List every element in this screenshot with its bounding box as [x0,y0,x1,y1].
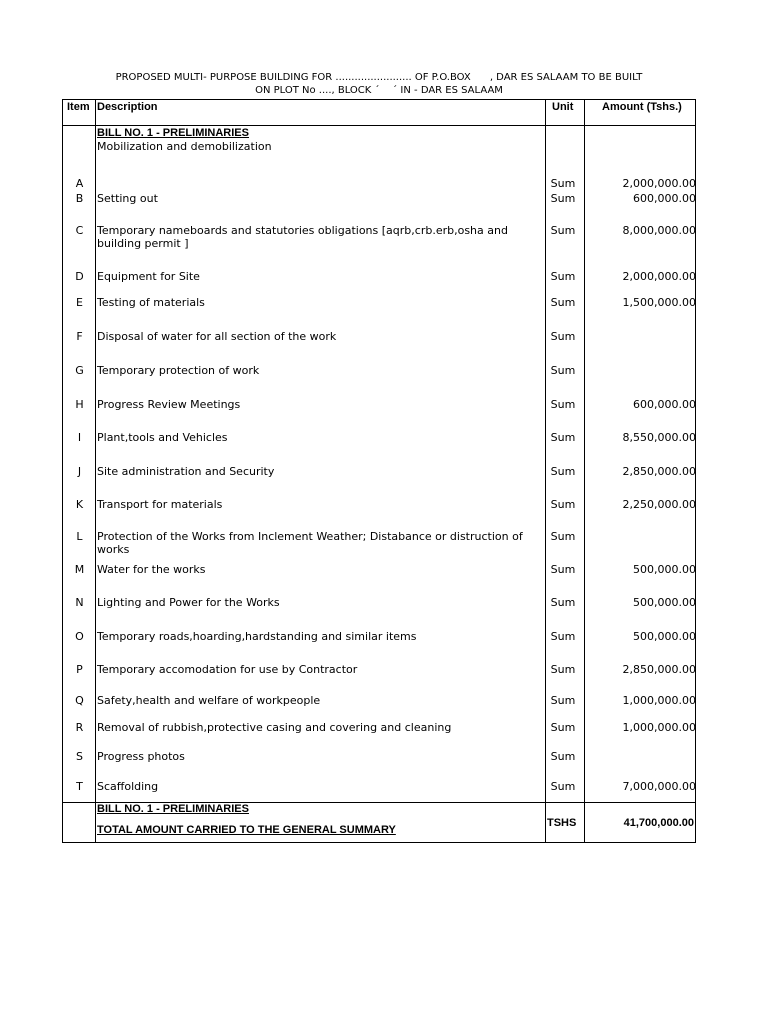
row-unit: Sum [550,780,576,793]
row-description: Temporary nameboards and statutories obligations [aqrb,crb.erb,osha and building permit ] [97,224,508,250]
row-unit: Sum [550,431,576,444]
row-item-code: E [76,296,83,309]
row-description: Protection of the Works from Inclement Weather; Distabance or distruction of works [97,530,523,556]
footer-unit: TSHS [547,817,577,829]
row-amount: 1,000,000.00 [622,694,696,707]
footer-total-label: TOTAL AMOUNT CARRIED TO THE GENERAL SUMMARY [97,824,396,836]
row-amount: 600,000.00 [633,192,696,205]
row-item-code: I [77,431,82,444]
row-unit: Sum [550,192,576,205]
row-unit: Sum [550,694,576,707]
row-item-code: H [75,398,84,411]
row-item-code: T [76,780,83,793]
row-description: Disposal of water for all section of the work [97,330,337,343]
row-description: Temporary protection of work [97,364,260,377]
row-unit: Sum [550,530,576,543]
row-description: Water for the works [97,563,206,576]
row-item-code: J [77,465,82,478]
row-unit: Sum [550,330,576,343]
document-title-line-1: PROPOSED MULTI- PURPOSE BUILDING FOR ........................ OF P.O.BOX , DAR ES SALAAM TO BE BUILT [115,72,643,83]
row-amount: 500,000.00 [633,563,696,576]
row-description: Testing of materials [97,296,205,309]
row-item-code: M [74,563,85,576]
row-description: Temporary roads,hoarding,hardstanding and similar items [97,630,417,643]
row-unit: Sum [550,721,576,734]
row-amount: 1,500,000.00 [622,296,696,309]
header-divider [63,125,695,126]
row-unit: Sum [550,398,576,411]
row-amount: 7,000,000.00 [622,780,696,793]
row-item-code: R [75,721,84,734]
row-amount: 2,000,000.00 [622,270,696,283]
row-amount: 500,000.00 [633,596,696,609]
row-item-code: S [76,750,83,763]
document-title-line-2: ON PLOT No ...., BLOCK ´ ´ IN - DAR ES SALAAM [255,85,503,96]
row-item-code: Q [75,694,84,707]
row-item-code: O [75,630,84,643]
row-description: Temporary accomodation for use by Contractor [97,663,358,676]
row-description: Removal of rubbish,protective casing and covering and cleaning [97,721,452,734]
row-item-code: B [75,192,84,205]
row-description: Progress Review Meetings [97,398,241,411]
row-amount: 2,850,000.00 [622,663,696,676]
row-unit: Sum [550,498,576,511]
row-item-code: A [75,177,84,190]
row-amount: 2,850,000.00 [622,465,696,478]
row-amount: 600,000.00 [633,398,696,411]
footer-total-amount: 41,700,000.00 [623,817,694,829]
column-header-item: Item [67,101,90,113]
row-item-code: G [75,364,84,377]
row-description: Plant,tools and Vehicles [97,431,228,444]
row-unit: Sum [550,465,576,478]
row-unit: Sum [550,663,576,676]
row-description: Safety,health and welfare of workpeople [97,694,321,707]
row-item-code: C [75,224,84,237]
row-amount: 2,000,000.00 [622,177,696,190]
column-header-description: Description [97,101,158,113]
row-unit: Sum [550,296,576,309]
row-unit: Sum [550,270,576,283]
row-unit: Sum [550,596,576,609]
row-amount: 500,000.00 [633,630,696,643]
row-amount: 2,250,000.00 [622,498,696,511]
row-item-code: N [75,596,84,609]
row-amount: 8,000,000.00 [622,224,696,237]
footer-bill-label: BILL NO. 1 - PRELIMINARIES [97,803,249,815]
row-amount: 8,550,000.00 [622,431,696,444]
row-item-code: K [75,498,84,511]
row-unit: Sum [550,630,576,643]
row-amount: 1,000,000.00 [622,721,696,734]
row-item-code: P [76,663,83,676]
row-description: Site administration and Security [97,465,275,478]
row-description: Transport for materials [97,498,223,511]
row-unit: Sum [550,364,576,377]
row-item-code: F [76,330,83,343]
row-description: Lighting and Power for the Works [97,596,280,609]
row-unit: Sum [550,224,576,237]
row-description: Setting out [97,192,158,205]
row-description: Scaffolding [97,780,159,793]
row-item-code: D [75,270,84,283]
row-description: Progress photos [97,750,185,763]
row-unit: Sum [550,750,576,763]
bill-heading: BILL NO. 1 - PRELIMINARIES [97,127,249,139]
row-unit: Sum [550,177,576,190]
column-header-unit: Unit [552,101,574,113]
row-description: Equipment for Site [97,270,200,283]
row-unit: Sum [550,563,576,576]
column-header-amount: Amount (Tshs.) [602,101,682,113]
row-item-code: L [76,530,83,543]
bill-table [62,99,696,843]
row-description: Mobilization and demobilization [97,140,272,153]
